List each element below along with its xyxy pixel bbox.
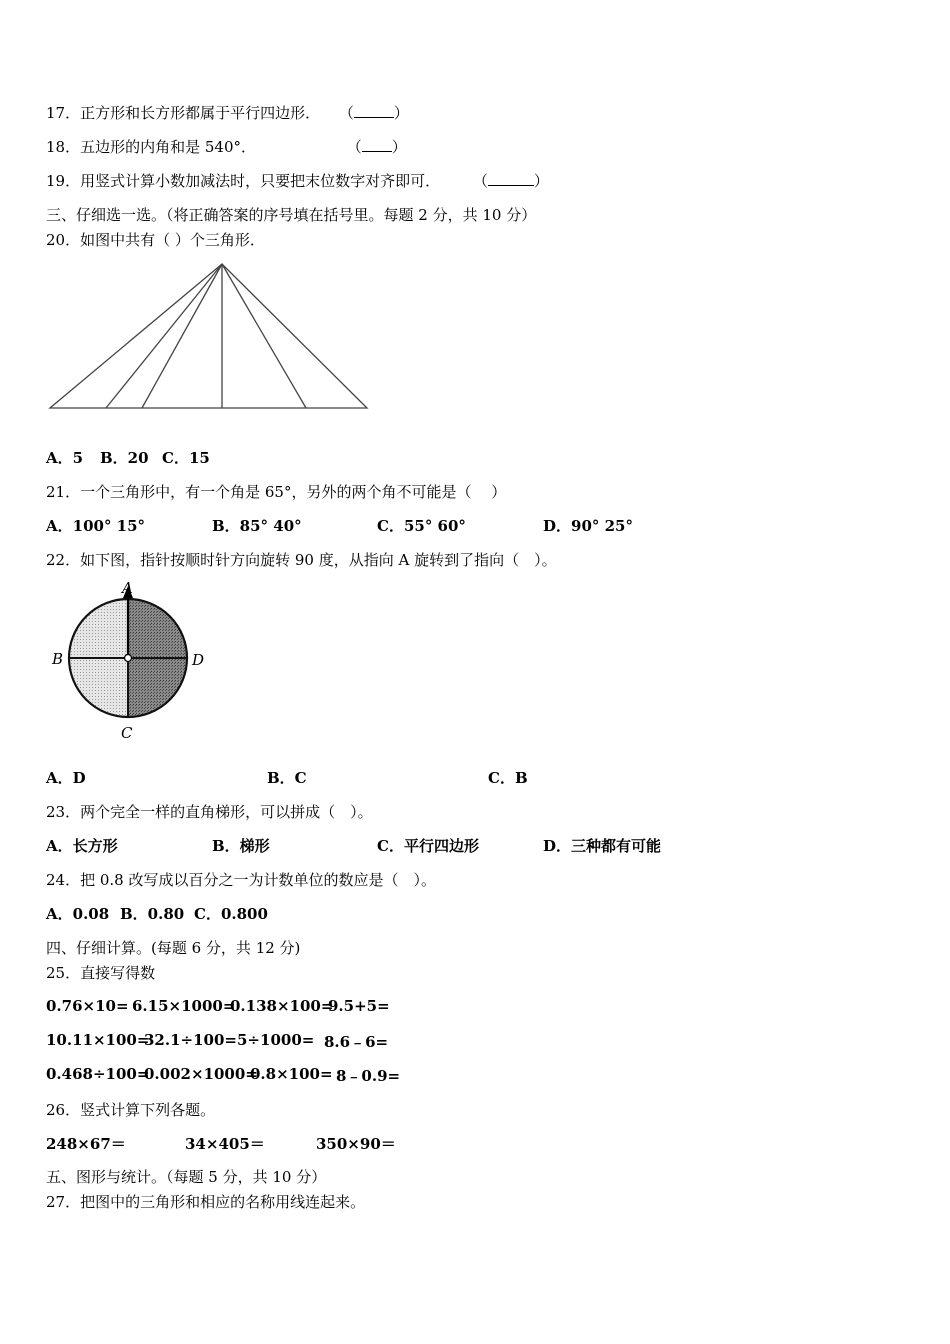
q20-option-c[interactable]: C．15 (162, 449, 210, 467)
q19-answer-blank[interactable] (488, 171, 534, 186)
q19-text: 用竖式计算小数加减法时，只要把末位数字对齐即可． (80, 172, 441, 190)
q17-open-paren: （ (338, 104, 354, 122)
q23-option-a[interactable]: A．长方形 (46, 837, 118, 855)
question-26-text: 26．竖式计算下列各题。 (46, 1101, 216, 1119)
question-20-text: 20．如图中共有（ ）个三角形． (46, 231, 265, 249)
question-22-text: 22．如下图，指针按顺时针方向旋转 90 度，从指向 A 旋转到了指向（ ）。 (46, 551, 557, 569)
q25-row3-item3: 0.8×100= (250, 1065, 333, 1083)
q19-number: 19． (46, 172, 81, 190)
q25-row3-item2: 0.002×1000= (144, 1065, 258, 1083)
q25-row3-item4: 8﹣0.9= (336, 1067, 401, 1085)
dial-label-d: D (192, 651, 205, 669)
q23-option-d[interactable]: D．三种都有可能 (543, 837, 662, 855)
q25-row3-item1: 0.468÷100= (46, 1065, 150, 1083)
question-25-text: 25．直接写得数 (46, 964, 156, 982)
dial-center (125, 655, 132, 662)
q25-row1-item1: 0.76×10= (46, 997, 129, 1015)
triangle-figure (44, 258, 374, 414)
q20-option-a[interactable]: A．5 (46, 449, 84, 467)
triangle-line-1 (106, 264, 222, 408)
triangle-line-4 (222, 264, 306, 408)
q24-option-b[interactable]: B．0.80 (120, 905, 185, 923)
q21-option-a[interactable]: A．100° 15° (46, 517, 146, 535)
dial-figure (46, 578, 216, 748)
q22-option-c[interactable]: C．B (488, 769, 528, 787)
dial-label-a: A (122, 579, 133, 597)
q24-option-a[interactable]: A．0.08 (46, 905, 110, 923)
q26-item3: 350×90＝ (316, 1135, 396, 1153)
q23-option-c[interactable]: C．平行四边形 (377, 837, 479, 855)
q22-option-b[interactable]: B．C (267, 769, 307, 787)
q19-open-paren: （ (472, 172, 488, 190)
section-4-heading: 四、仔细计算。(每题 6 分，共 12 分) (46, 939, 301, 957)
q22-option-a[interactable]: A．D (46, 769, 86, 787)
q20-option-b[interactable]: B．20 (100, 449, 149, 467)
q17-answer-blank[interactable] (354, 103, 394, 118)
triangle-line-2 (142, 264, 222, 408)
question-24-text: 24．把 0.8 改写成以百分之一为计数单位的数应是（ ）。 (46, 871, 436, 889)
q24-option-c[interactable]: C．0.800 (194, 905, 268, 923)
dial-label-c: C (121, 724, 133, 742)
q18-text: 五边形的内角和是 540°． (80, 138, 256, 156)
q25-row2-item3: 5÷1000= (237, 1031, 315, 1049)
question-21-text: 21．一个三角形中，有一个角是 65°，另外的两个角不可能是（ ） (46, 483, 507, 501)
q25-row2-item1: 10.11×100= (46, 1031, 150, 1049)
q17-number: 17． (46, 104, 81, 122)
q21-option-d[interactable]: D．90° 25° (543, 517, 633, 535)
q21-option-b[interactable]: B．85° 40° (212, 517, 302, 535)
q26-item2: 34×405＝ (185, 1135, 265, 1153)
question-27-text: 27．把图中的三角形和相应的名称用线连起来。 (46, 1193, 366, 1211)
section-3-heading: 三、仔细选一选。（将正确答案的序号填在括号里。每题 2 分，共 10 分） (46, 206, 537, 224)
question-23-text: 23．两个完全一样的直角梯形，可以拼成（ ）。 (46, 803, 373, 821)
question-18 (46, 136, 407, 157)
q25-row1-item3: 0.138×100= (230, 997, 334, 1015)
q25-row1-item4: 9.5+5= (328, 997, 390, 1015)
question-17 (46, 102, 409, 123)
outer-triangle (50, 264, 367, 408)
q25-row2-item4: 8.6﹣6= (324, 1033, 389, 1051)
dial-label-b: B (52, 650, 64, 668)
q25-row1-item2: 6.15×1000= (132, 997, 236, 1015)
q18-number: 18． (46, 138, 81, 156)
q17-text: 正方形和长方形都属于平行四边形． (80, 104, 321, 122)
q23-option-b[interactable]: B．梯形 (212, 837, 270, 855)
section-5-heading: 五、图形与统计。（每题 5 分，共 10 分） (46, 1168, 327, 1186)
question-19 (46, 170, 549, 191)
q18-answer-blank[interactable] (362, 137, 392, 152)
q26-item1: 248×67＝ (46, 1135, 126, 1153)
q17-close-paren: ） (393, 104, 409, 122)
q18-open-paren: （ (346, 138, 362, 156)
q25-row2-item2: 32.1÷100= (144, 1031, 237, 1049)
q21-option-c[interactable]: C．55° 60° (377, 517, 466, 535)
q18-close-paren: ） (391, 138, 407, 156)
q19-close-paren: ） (533, 172, 549, 190)
